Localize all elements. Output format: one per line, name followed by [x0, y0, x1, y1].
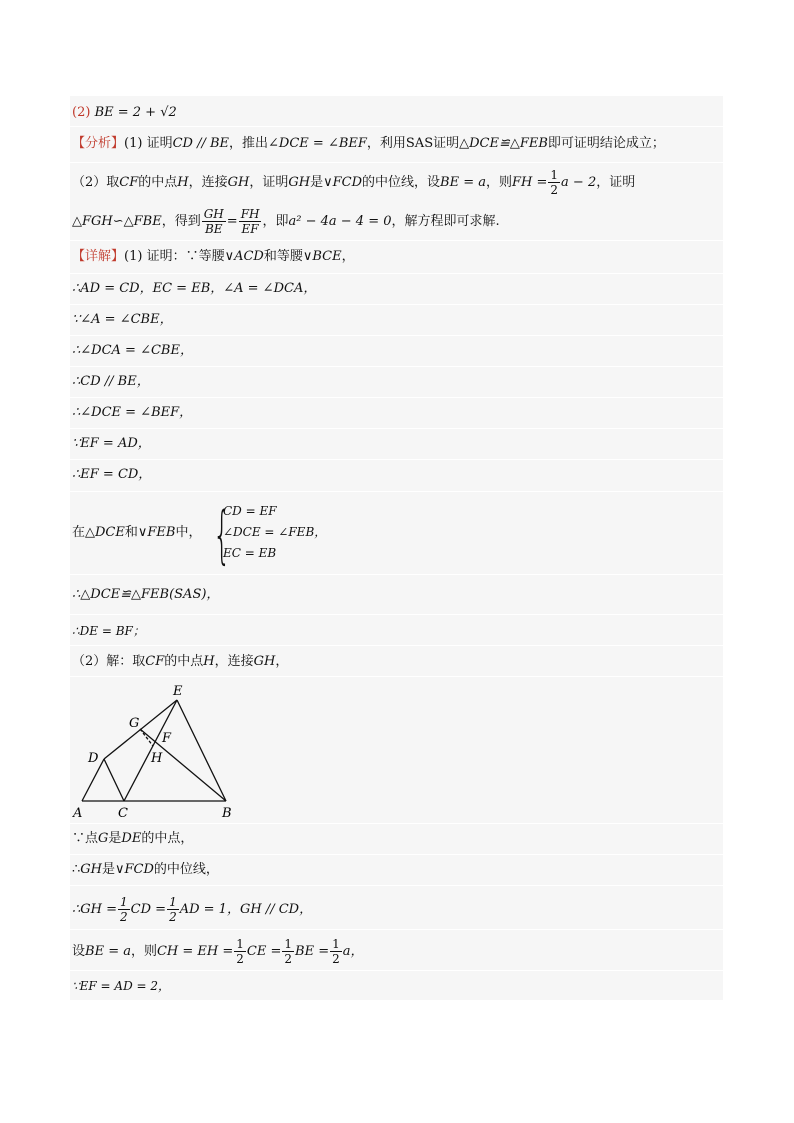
text: ，则 [130, 944, 157, 959]
label-h: H [151, 751, 163, 766]
math: △FGH∽△FBE [72, 214, 162, 229]
detail-tag: 【详解】 [72, 249, 125, 264]
numerator: 1 [284, 937, 293, 951]
row-separator [70, 162, 723, 163]
math: AD = 1，GH // CD， [179, 902, 313, 917]
math: GH [253, 654, 276, 669]
math: FH = [512, 175, 548, 190]
text: 的中位线， [153, 862, 219, 877]
text: ，得到 [161, 214, 201, 229]
math: BE = a [440, 175, 486, 190]
text: ∴ [72, 862, 81, 877]
math: BE = [295, 944, 330, 959]
math: CF [119, 175, 139, 190]
text: (1) 证明 [124, 136, 173, 151]
text: ，证明 [596, 175, 636, 190]
text: ，解方程即可求解. [391, 214, 500, 229]
detail-line-8: ∴EF = CD， [72, 467, 152, 482]
math: a − 2 [561, 175, 597, 190]
detail-line-2: ∴AD = CD，EC = EB，∠A = ∠DCA， [72, 281, 317, 296]
denominator: EF [241, 222, 259, 236]
denominator: 2 [120, 910, 128, 924]
numerator: 1 [120, 895, 128, 909]
denominator: BE [204, 222, 223, 236]
denominator: 2 [550, 183, 559, 197]
segment-eb [177, 700, 226, 801]
fraction [118, 895, 130, 924]
row-separator [70, 366, 723, 367]
math: BCE [312, 249, 342, 264]
text: 设 [72, 944, 86, 959]
text: 是∨ [102, 862, 125, 877]
row-separator [70, 491, 723, 492]
analysis-line-1 [70, 134, 723, 154]
row-separator [70, 970, 723, 971]
analysis-tag: 【分析】 [72, 136, 125, 151]
denominator: 2 [332, 952, 340, 966]
math: CD // BE [172, 136, 230, 151]
text: ，连接 [188, 175, 228, 190]
math: H [177, 175, 189, 190]
part2-line [70, 652, 723, 672]
math: DCE [95, 525, 125, 540]
text: ，证明 [249, 175, 289, 190]
math: CE = [246, 944, 282, 959]
math: ∴GH = [72, 902, 118, 917]
math: BE = a [85, 944, 131, 959]
row-separator [70, 126, 723, 127]
row-separator [70, 459, 723, 460]
numerator: 1 [550, 168, 559, 182]
row-separator [70, 335, 723, 336]
equation-system [70, 499, 723, 571]
text: 在△ [72, 525, 95, 540]
analysis-line-3 [70, 207, 723, 236]
system-lines [223, 501, 326, 564]
equals: = [226, 214, 238, 229]
row-separator [70, 397, 723, 398]
math: GH [80, 862, 103, 877]
row-separator [70, 854, 723, 855]
segment-dc [104, 759, 124, 801]
fraction [548, 168, 560, 197]
math: CH = EH = [156, 944, 234, 959]
text: 和∨ [124, 525, 148, 540]
row-separator [70, 304, 723, 305]
detail-line-5: ∴CD // BE， [72, 374, 150, 389]
label-g: G [129, 716, 140, 731]
row-separator [70, 823, 723, 824]
text: 的中点， [141, 831, 194, 846]
fraction [239, 207, 262, 236]
left-brace-icon: { [213, 498, 231, 571]
label-c: C [118, 806, 128, 821]
text: ，即 [262, 214, 289, 229]
label-d: D [88, 751, 99, 766]
math: FCD [124, 862, 154, 877]
text: 中， [175, 525, 202, 540]
label-f: F [162, 731, 172, 746]
row-separator [70, 885, 723, 886]
row-separator [70, 273, 723, 274]
row-separator [70, 645, 723, 646]
text: ， [341, 249, 355, 264]
analysis-line-2 [70, 168, 723, 197]
row-separator [70, 574, 723, 575]
math: CD = [130, 902, 167, 917]
text: （2）解：取 [72, 654, 146, 669]
fraction [282, 937, 294, 966]
system-line: CD = EF [223, 504, 277, 518]
detail-line-15: ∵EF = AD = 2， [72, 979, 171, 993]
detail-line-12 [70, 860, 723, 880]
text: 是∨ [310, 175, 333, 190]
detail-line-13 [70, 895, 723, 924]
numerator: 1 [169, 895, 177, 909]
detail-line-10: ∴DE = BF； [72, 624, 145, 638]
fraction [202, 207, 226, 236]
math: FCD [332, 175, 363, 190]
numerator: 1 [332, 937, 340, 951]
text: ， [275, 654, 289, 669]
denominator: 2 [169, 910, 177, 924]
text: ，利用SAS证明 [366, 136, 460, 151]
answer-expr: BE = 2 + √2 [94, 105, 177, 120]
detail-line-1 [70, 247, 723, 267]
system-line: EC = EB [223, 546, 277, 560]
text: ，推出 [229, 136, 269, 151]
math: ∠DCE = ∠BEF [268, 136, 367, 151]
numerator: GH [203, 207, 224, 221]
math: CF [145, 654, 165, 669]
math: GH [227, 175, 250, 190]
denominator: 2 [284, 952, 293, 966]
text: （2）取 [72, 175, 120, 190]
math: a， [342, 944, 364, 959]
text: 和等腰∨ [263, 249, 313, 264]
answer-label: (2) [72, 105, 91, 120]
row-separator [70, 240, 723, 241]
detail-line-9: ∴△DCE≌△FEB(SAS)， [72, 587, 220, 602]
detail-line-11 [70, 829, 723, 849]
numerator: 1 [236, 937, 244, 951]
math: G [98, 831, 109, 846]
row-separator [70, 676, 723, 677]
detail-line-4: ∴∠DCA = ∠CBE， [72, 343, 193, 358]
text: 的中点 [164, 654, 204, 669]
text: 是 [108, 831, 122, 846]
text: (1) 证明：∵等腰∨ [124, 249, 235, 264]
row-separator [70, 428, 723, 429]
math: △DCE≌△FEB [459, 136, 548, 151]
answer-row [70, 103, 723, 123]
detail-line-6: ∴∠DCE = ∠BEF， [72, 405, 193, 420]
fraction [330, 937, 342, 966]
text: ∵点 [72, 831, 99, 846]
row-separator [70, 614, 723, 615]
detail-line-14 [70, 937, 723, 966]
fraction [167, 895, 179, 924]
label-b: B [222, 806, 232, 821]
row-separator [70, 929, 723, 930]
math: GH [288, 175, 311, 190]
numerator: FH [240, 207, 260, 221]
text: ，连接 [214, 654, 254, 669]
math: ACD [234, 249, 264, 264]
text: 的中位线，设 [362, 175, 441, 190]
math: H [203, 654, 215, 669]
denominator: 2 [236, 952, 244, 966]
fraction [234, 937, 246, 966]
math: FEB [147, 525, 176, 540]
detail-line-7: ∵EF = AD， [72, 436, 151, 451]
label-e: E [173, 684, 183, 699]
detail-line-3: ∵∠A = ∠CBE， [72, 312, 173, 327]
math: DE [121, 831, 142, 846]
text: 的中点 [138, 175, 178, 190]
label-a: A [73, 806, 83, 821]
math: a² − 4a − 4 = 0 [288, 214, 392, 229]
text: 即可证明结论成立； [547, 136, 665, 151]
geometry-figure [70, 680, 250, 822]
text: ，则 [485, 175, 512, 190]
system-line: ∠DCE = ∠FEB， [223, 525, 327, 539]
